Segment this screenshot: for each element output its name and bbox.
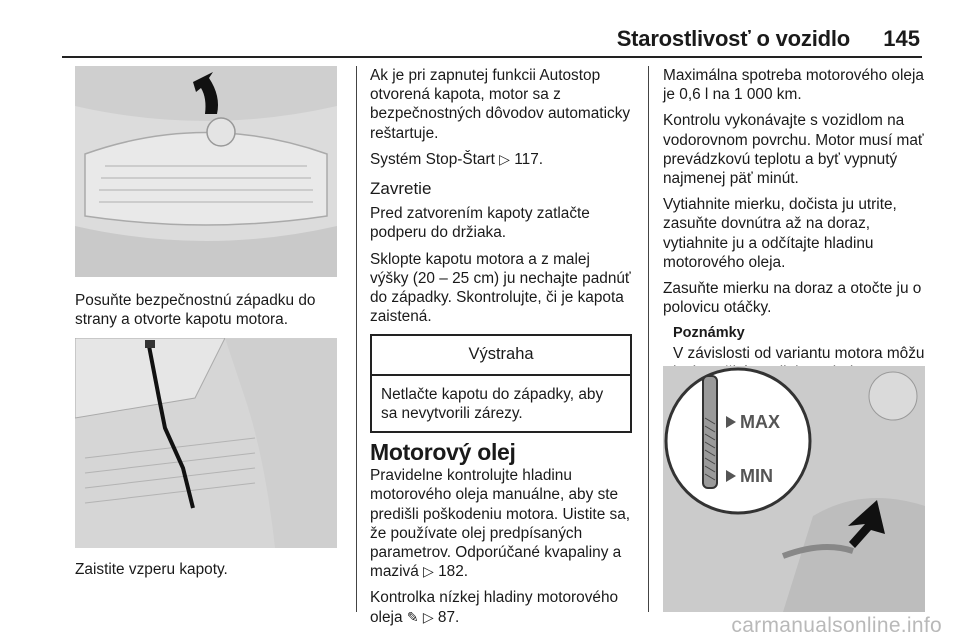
dipstick-insert-paragraph: Zasuňte mierku na doraz a otočte ju o polovicu otáčky.: [663, 280, 922, 317]
oil-lamp-text: Kontrolka nízkej hladiny motorového oleja: [370, 589, 619, 626]
closing-heading: Zavretie: [370, 179, 432, 199]
column-2: [370, 66, 632, 634]
dipstick-drawing: [663, 366, 925, 612]
note-title: Poznámky: [673, 325, 745, 342]
page-number: 145: [883, 26, 920, 51]
check-conditions-paragraph: Kontrolu vykonávajte s vozidlom na vodorovnom povrchu. Motor musí mať prevádzkovú teplotu a byť vypnutý najmenej päť minút.: [663, 112, 924, 188]
oil-can-icon: ✎: [406, 608, 419, 625]
caption-hood-latch: Posuňte bezpečnostnú západku do strany a otvorte kapotu motora.: [75, 292, 316, 329]
column-3: [663, 66, 928, 382]
column-divider: [356, 66, 357, 612]
hood-latch-illustration: [75, 66, 337, 277]
column-divider: [648, 66, 649, 612]
dipstick-paragraph: Vytiahnite mierku, dočista ju utrite, zasuňte dovnútra až na doraz, vytiahnite ju a odčítajte hladinu motorového oleja.: [663, 196, 897, 271]
oil-consumption-paragraph: Maximálna spotreba motorového oleja je 0,6 l na 1 000 km.: [663, 67, 924, 104]
oil-lamp-paragraph: [370, 588, 632, 626]
page-title: Starostlivosť o vozidlo: [616, 26, 850, 51]
caption-hood-prop: Zaistite vzperu kapoty.: [75, 561, 228, 578]
warning-body: Netlačte kapotu do západky, aby sa nevytvorili zárezy.: [381, 385, 604, 422]
fluids-page: 182.: [438, 563, 469, 581]
stop-start-page: 117.: [514, 150, 544, 168]
warning-box: [370, 334, 632, 433]
closing-paragraph-1: Pred zatvorením kapoty zatlačte podperu do držiaka.: [370, 205, 590, 242]
min-mark-label: MIN: [740, 466, 773, 486]
stop-start-reference: [370, 150, 632, 169]
autostop-paragraph: Ak je pri zapnutej funkcii Autostop otvorená kapota, motor sa z bezpečnostných dôvodov automaticky reštartuje.: [370, 67, 631, 142]
stop-start-text: Systém Stop-Štart: [370, 150, 495, 168]
page-reference-icon: ▷: [423, 563, 434, 580]
oil-check-text: Pravidelne kontrolujte hladinu motorového oleja manuálne, aby ste predišli poškodeniu motora. Uistite sa, že používate olej predpísaných parametrov. Odporúčané kvapaliny a mazivá: [370, 467, 631, 581]
note-body: V závislosti od variantu motora môžu: [673, 344, 925, 362]
page-reference-icon: ▷: [422, 608, 434, 625]
max-mark-label: MAX: [740, 412, 780, 432]
hood-prop-drawing: [75, 338, 337, 548]
closing-paragraph-2: Sklopte kapotu motora a z malej výšky (20 – 25 cm) ju nechajte padnúť do západky. Skontrolujte, či je kapota zaistená.: [370, 250, 631, 326]
warning-title: Výstraha: [372, 336, 630, 375]
dipstick-illustration: [663, 366, 925, 612]
oil-lamp-page: 87.: [437, 608, 460, 626]
page-reference-icon: ▷: [499, 150, 510, 167]
engine-oil-heading: Motorový olej: [370, 439, 516, 466]
hood-prop-illustration: [75, 338, 337, 548]
page-header: [62, 22, 922, 58]
hood-latch-drawing: [75, 66, 337, 277]
watermark: carmanualsonline.info: [731, 614, 942, 637]
oil-check-paragraph: [370, 466, 632, 581]
